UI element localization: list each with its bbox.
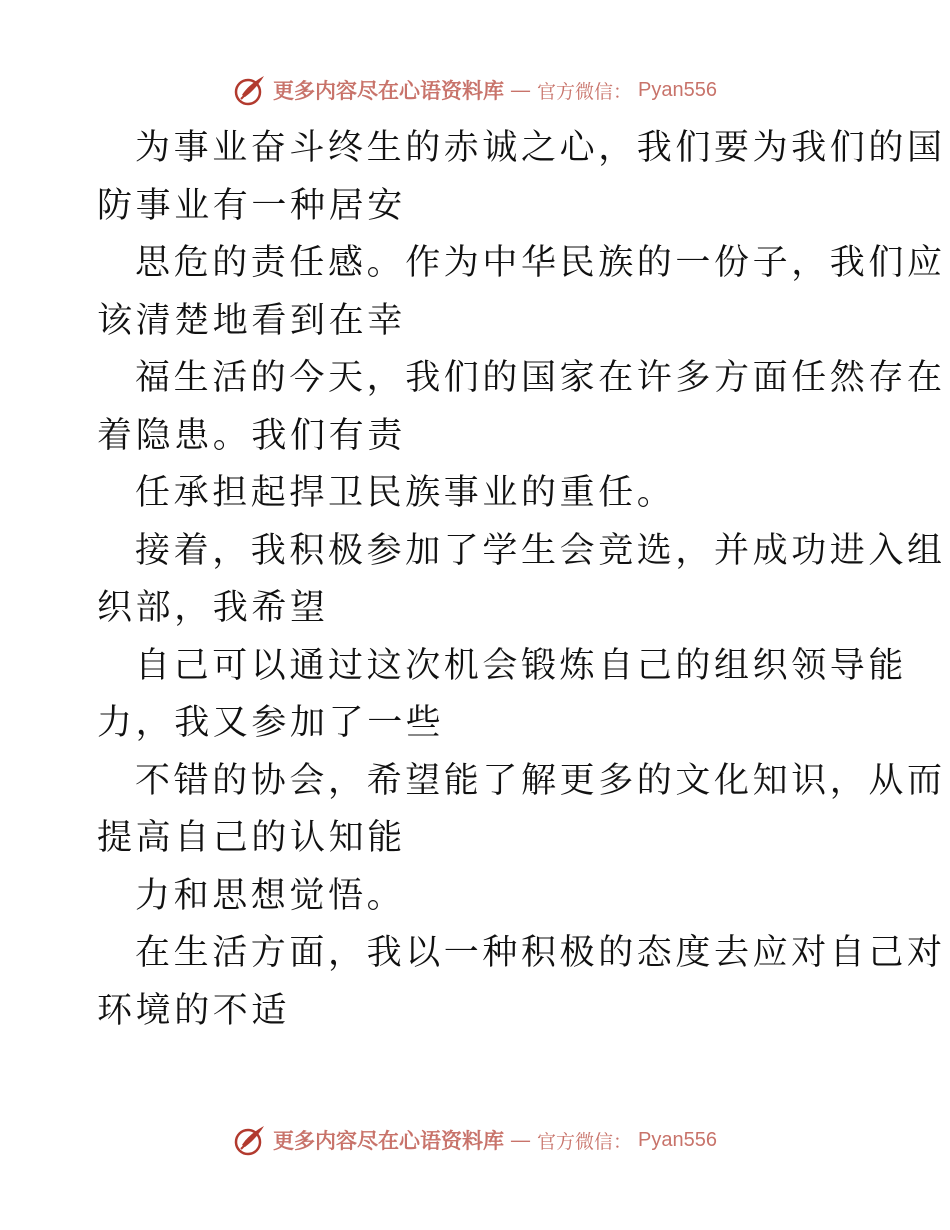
watermark-wechat-id: Pyan556 [638,1128,717,1151]
text-line: 环境的不适 [97,990,291,1031]
text-line: 福生活的今天，我们的国家在许多方面任然存在 [135,358,946,398]
quill-pen-logo-icon [233,73,267,107]
quill-pen-logo-icon [233,1123,267,1157]
text-line: 提高自己的认知能 [97,818,406,858]
text-line: 该清楚地看到在幸 [97,300,406,341]
text-line: 自己可以通过这次机会锻炼自己的组织领导能 [135,645,908,686]
text-line: 力和思想觉悟。 [135,875,406,916]
text-line: 防事业有一种居安 [97,185,406,226]
text-line: 思危的责任感。作为中华民族的一份子，我们应 [135,243,946,283]
text-line: 任承担起捍卫民族事业的重任。 [135,473,676,513]
text-line: 在生活方面，我以一种积极的态度去应对自己对 [135,933,946,973]
text-line: 接着，我积极参加了学生会竞选，并成功进入组 [135,530,946,571]
footer-watermark [0,1120,950,1160]
text-line: 织部，我希望 [97,588,329,628]
text-line: 为事业奋斗终生的赤诚之心，我们要为我们的国 [135,128,946,168]
watermark-dash: — [510,78,531,102]
watermark-label: 官方微信： [537,1130,633,1153]
watermark-wechat-id: Pyan556 [638,78,717,101]
text-line: 力，我又参加了一些 [97,703,445,743]
document-body [97,120,946,1040]
watermark-brand-text: 更多内容尽在心语资料库 [273,78,504,103]
watermark-label: 官方微信： [537,80,633,103]
header-watermark [0,70,950,110]
watermark-dash: — [510,1128,531,1152]
text-line: 着隐患。我们有责 [97,415,406,456]
text-line: 不错的协会，希望能了解更多的文化知识，从而 [135,760,946,801]
watermark-brand-text: 更多内容尽在心语资料库 [273,1128,504,1153]
